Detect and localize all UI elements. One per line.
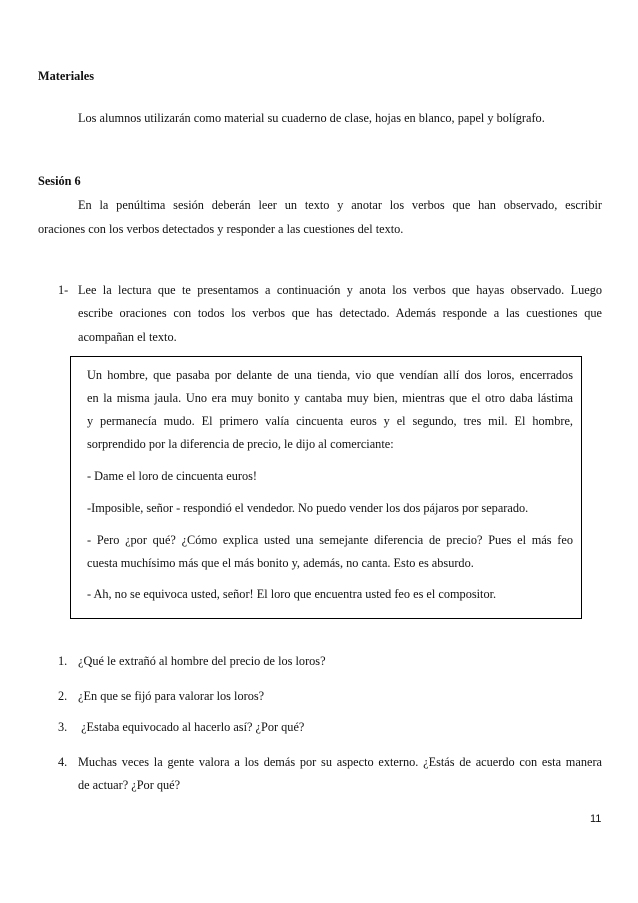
session-intro-line: oraciones con los verbos detectados y responder a las cuestiones del texto.	[38, 222, 404, 236]
reading-line: Un hombre, que pasaba por delante de una tienda, vio que vendían allí dos loros, encerrados	[87, 368, 573, 382]
page-number: 11	[590, 813, 602, 825]
question-text: ¿En que se fijó para valorar los loros?	[78, 689, 265, 703]
session-heading: Sesión 6	[38, 174, 81, 188]
question-text: de actuar? ¿Por qué?	[78, 778, 181, 792]
question-number: 1.	[58, 654, 68, 668]
question-number: 3.	[58, 720, 68, 734]
reading-line: sorprendido por la diferencia de precio, le dijo al comerciante:	[87, 437, 394, 451]
task-number: 1-	[58, 283, 69, 297]
question-text: ¿Estaba equivocado al hacerlo así? ¿Por qué?	[78, 720, 305, 734]
task-line: escribe oraciones con todos los verbos que has detectado. Además responde a las cuestiones que	[78, 306, 602, 320]
dialogue-line: - Ah, no se equivoca usted, señor! El loro que encuentra usted feo es el compositor.	[87, 587, 497, 601]
reading-line: en la misma jaula. Uno era muy bonito y cantaba muy bien, mientras que el otro daba lástima	[87, 391, 573, 405]
dialogue-line: - Dame el loro de cincuenta euros!	[87, 469, 258, 483]
question-text: Muchas veces la gente valora a los demás por su aspecto externo. ¿Estás de acuerdo con esta manera	[78, 755, 602, 769]
question-text: ¿Qué le extrañó al hombre del precio de los loros?	[78, 654, 326, 668]
session-intro-line: En la penúltima sesión deberán leer un texto y anotar los verbos que han observado, escribir	[78, 198, 602, 212]
task-line: Lee la lectura que te presentamos a continuación y anota los verbos que hayas observado. Luego	[78, 283, 602, 297]
dialogue-line: -Imposible, señor - respondió el vendedor. No puedo vender los dos pájaros por separado.	[87, 501, 529, 515]
task-line: acompañan el texto.	[78, 330, 177, 344]
dialogue-line: - Pero ¿por qué? ¿Cómo explica usted una semejante diferencia de precio? Pues el más feo	[87, 533, 573, 547]
materials-heading: Materiales	[38, 69, 94, 83]
question-number: 4.	[58, 755, 68, 769]
dialogue-line: cuesta muchísimo más que el más bonito y, además, no canta. Esto es absurdo.	[87, 556, 474, 570]
materials-text: Los alumnos utilizarán como material su cuaderno de clase, hojas en blanco, papel y bolígrafo.	[78, 111, 545, 125]
question-number: 2.	[58, 689, 68, 703]
reading-line: y permanecía mudo. El primero valía cincuenta euros y el segundo, tres mil. El hombre,	[87, 414, 573, 428]
reading-box	[70, 356, 582, 619]
